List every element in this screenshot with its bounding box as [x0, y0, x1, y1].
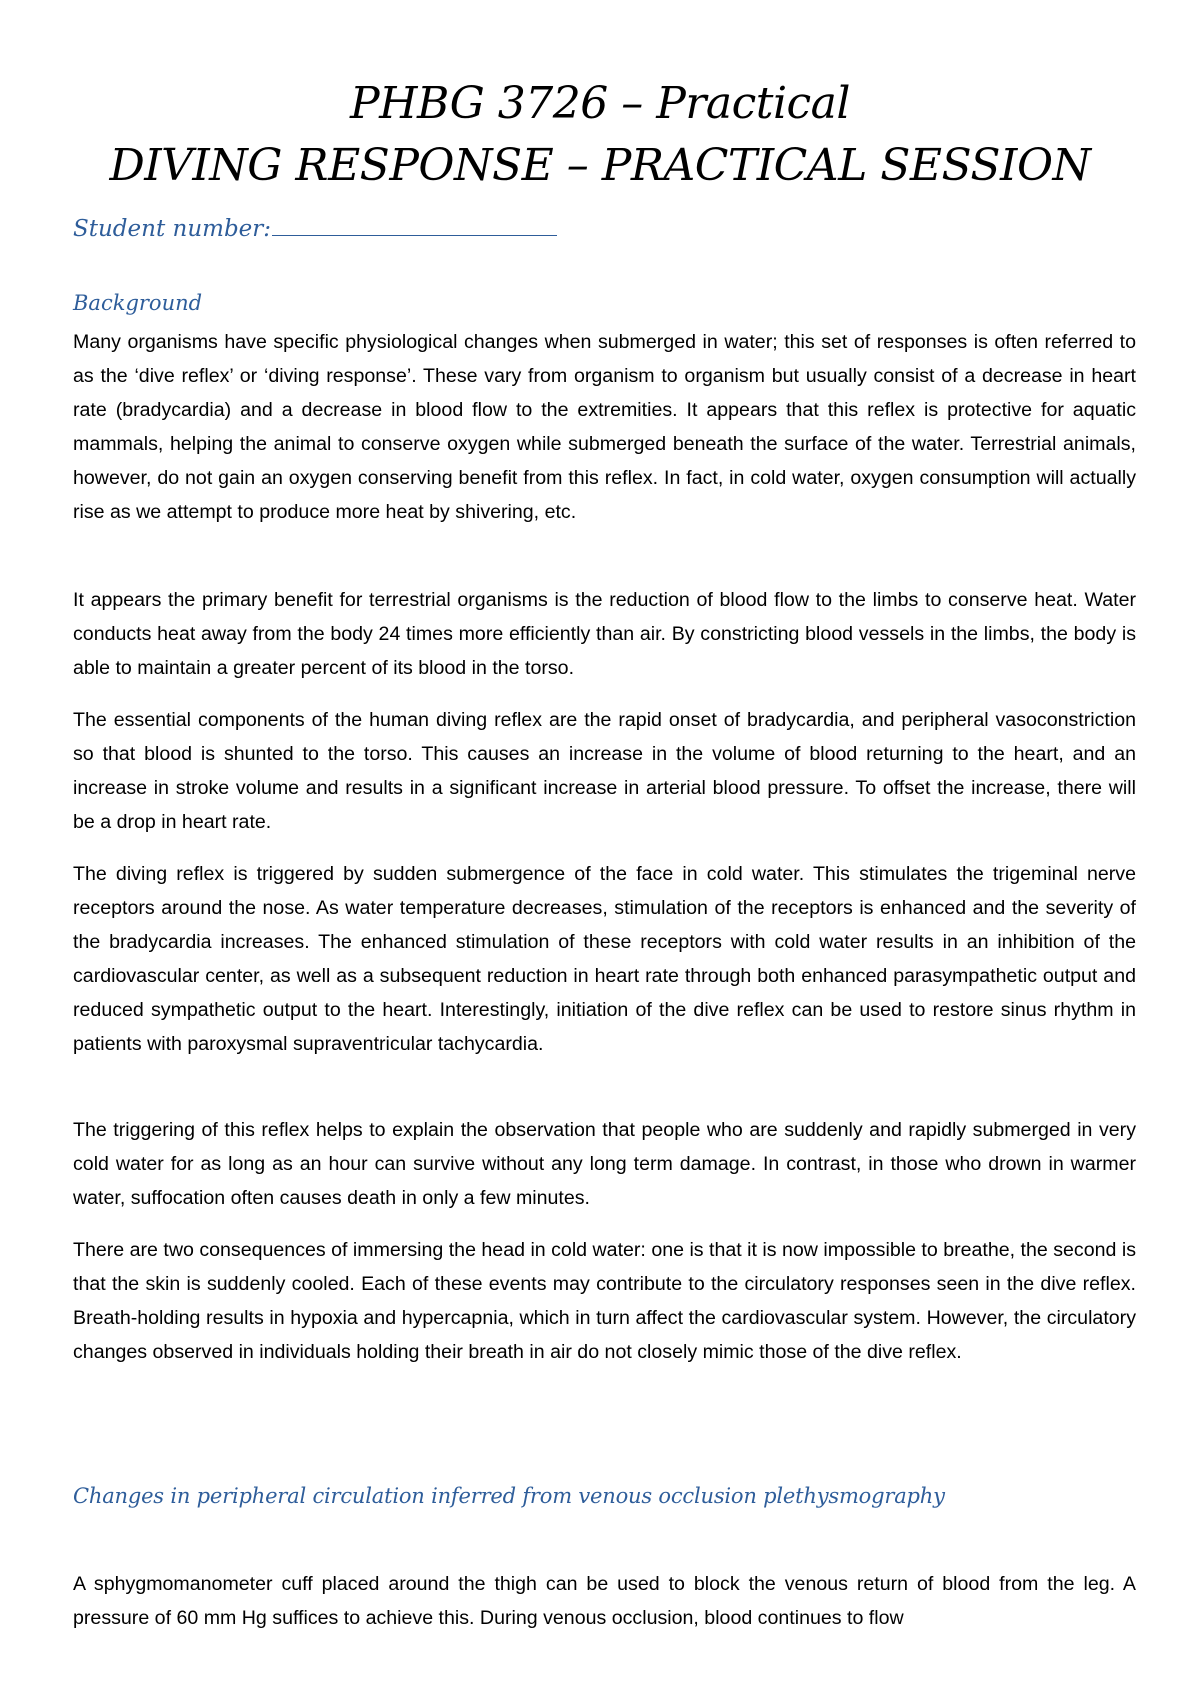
paragraph-terrestrial-benefit: It appears the primary benefit for terrestrial organisms is the reduction of blood flow to the limbs to conserve heat. Water conducts heat away from the body 24 times more efficiently than air. By constricting blood vessels in the limbs, the body is able to maintain a greater percent of its blood in the torso.: [73, 589, 1136, 679]
paragraph-dive-reflex-intro: Many organisms have specific physiological changes when submerged in water; this set of responses is often referred to as the ‘dive reflex’ or ‘diving response’. These vary from organism to organism but usually consist of a decrease in heart rate (bradycardia) and a decrease in blood flow to the extremities. It appears that this reflex is protective for aquatic mammals, helping the animal to conserve oxygen while submerged beneath the surface of the water. Terrestrial animals, however, do not gain an oxygen conserving benefit from this reflex. In fact, in cold water, oxygen consumption will actually rise as we attempt to produce more heat by shivering, etc.: [73, 331, 1136, 523]
paragraph-immersion-consequences: There are two consequences of immersing the head in cold water: one is that it is now impossible to breathe, the second is that the skin is suddenly cooled. Each of these events may contribute to the circulatory responses seen in the dive reflex. Breath-holding results in hypoxia and hypercapnia, which in turn affect the cardiovascular system. However, the circulatory changes observed in individuals holding their breath in air do not closely mimic those of the dive reflex.: [73, 1239, 1136, 1363]
student-number-label: Student number:: [73, 216, 272, 242]
paragraph-cold-water-survival: The triggering of this reflex helps to explain the observation that people who are suddenly and rapidly submerged in very cold water for as long as an hour can survive without any long term damage. In contrast, in those who drown in warmer water, suffocation often causes death in only a few minutes.: [73, 1119, 1136, 1209]
paragraph-trigger-mechanism: The diving reflex is triggered by sudden submergence of the face in cold water. This stimulates the trigeminal nerve receptors around the nose. As water temperature decreases, stimulation of the receptors is enhanced and the severity of the bradycardia increases. The enhanced stimulation of these receptors with cold water results in an inhibition of the cardiovascular center, as well as a subsequent reduction in heart rate through both enhanced parasympathetic output and reduced sympathetic output to the heart. Interestingly, initiation of the dive reflex can be used to restore sinus rhythm in patients with paroxysmal supraventricular tachycardia.: [73, 863, 1136, 1055]
document-title-line-1: PHBG 3726 – Practical: [350, 78, 850, 129]
background-heading: Background: [73, 291, 203, 315]
student-number-blank-line: [272, 213, 557, 236]
student-number-field: [73, 213, 557, 242]
circulation-heading: Changes in peripheral circulation inferred from venous occlusion plethysmography: [73, 1484, 945, 1508]
document-title-line-2: DIVING RESPONSE – PRACTICAL SESSION: [109, 140, 1091, 191]
paragraph-essential-components: The essential components of the human diving reflex are the rapid onset of bradycardia, and peripheral vasoconstriction so that blood is shunted to the torso. This causes an increase in the volume of blood returning to the heart, and an increase in stroke volume and results in a significant increase in arterial blood pressure. To offset the increase, there will be a drop in heart rate.: [73, 709, 1136, 833]
paragraph-venous-occlusion: A sphygmomanometer cuff placed around the thigh can be used to block the venous return of blood from the leg. A pressure of 60 mm Hg suffices to achieve this. During venous occlusion, blood continues to flow: [73, 1573, 1136, 1629]
